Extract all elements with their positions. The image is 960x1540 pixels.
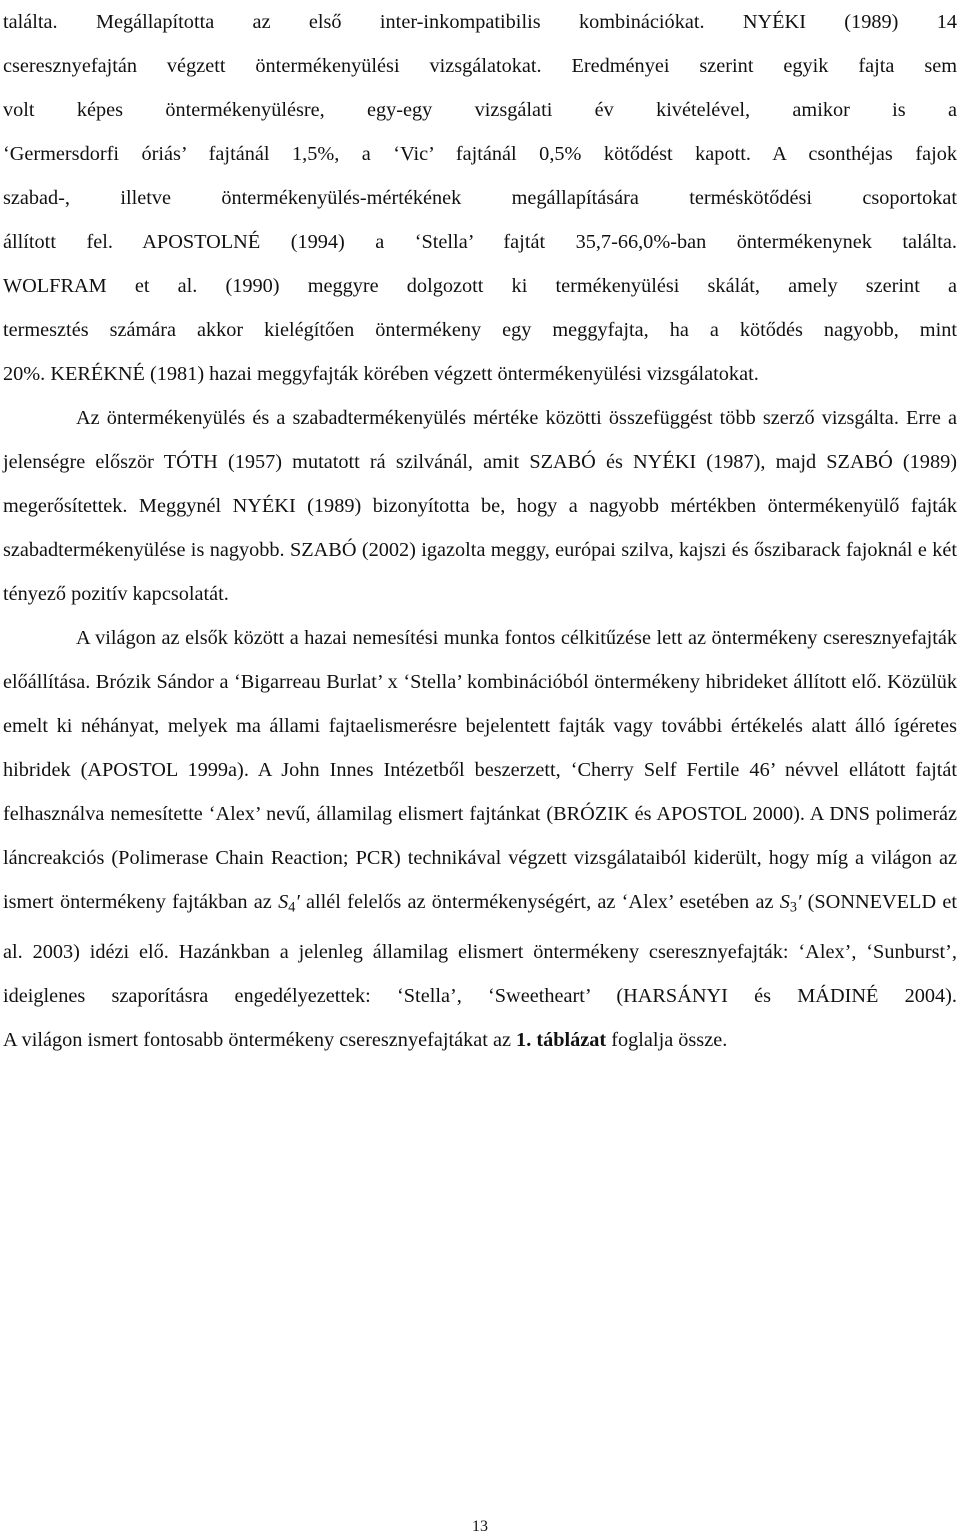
text-line: ‘Germersdorfi óriás’ fajtánál 1,5%, a ‘Vic’ fajtánál 0,5% kötődést kapott. A csonthéjas fajok (3, 143, 957, 165)
paragraph-3-part-1: A világon az elsők között a hazai nemesítési munka fontos célkitűzése lett az öntermékeny cseresznyefajták előállítása. Brózik Sándor a ‘Bigarreau Burlat’ x ‘Stella’ kombinációból öntermékeny hibrideket állított elő. Közülük emelt ki néhányat, melyek ma állami fajtaelismerésre bejelentett fajták vagy további értékelés alatt álló ígéretes hibridek (APOSTOL 1999a). A John Innes Intézetből beszerzett, ‘Cherry Self Fertile 46’ névvel ellátott fajtát felhasználva nemesítette ‘Alex’ nevű, államilag elismert fajtánkat (BRÓZIK és APOSTOL 2000). A DNS polimeráz láncreakciós (Polimerase Chain Reaction; PCR) technikával végzett vizsgálataiból kiderült, hogy míg a világon az ismert öntermékeny fajtákban az (3, 627, 957, 913)
text-line: szabad-, illetve öntermékenyülés-mértékének megállapítására terméskötődési csoportokat (3, 187, 957, 209)
table-reference: 1. táblázat (516, 1028, 607, 1051)
text-line: WOLFRAM et al. (1990) meggyre dolgozott ki termékenyülési skálát, amely szerint a (3, 275, 957, 297)
text-line: 20%. KERÉKNÉ (1981) hazai meggyfajták körében végzett öntermékenyülési vizsgálatokat. (3, 363, 759, 385)
paragraph-3-part-3: (SONNEVELD et al. 2003) idézi elő. Hazánkban a jelenleg államilag elismert öntermékeny cseresznyefajták: ‘Alex’, ‘Sunburst’, ideiglenes szaporításra engedélyezettek: ‘Stella’, ‘Sweetheart’ (HARSÁNYI és MÁDINÉ 2004). (3, 891, 957, 1007)
allele-s4: $S_4'$ (278, 891, 300, 916)
paragraph-2-text: Az öntermékenyülés és a szabadtermékenyülés mértéke közötti összefüggést több szerző vizsgálta. Erre a jelenségre először TÓTH (1957) mutatott rá szilvánál, amit SZABÓ és NYÉKI (1987), majd SZABÓ (1989) megerősítettek. Meggynél NYÉKI (1989) bizonyította be, hogy a nagyobb mértékben öntermékenyülő fajták szabadtermékenyülése is nagyobb. SZABÓ (2002) igazolta meggy, európai szilva, kajszi és őszibarack fajoknál e két tényező pozitív kapcsolatát. (3, 407, 957, 605)
paragraph-4: A világon ismert fontosabb öntermékeny cseresznyefajtákat az 1. táblázat foglalja össze. (3, 1028, 728, 1051)
paragraph-3-part-2: allél felelős az öntermékenységért, az ‘Alex’ esetében az (299, 891, 780, 913)
text-line: cseresznyefajtán végzett öntermékenyülési vizsgálatokat. Eredményei szerint egyik fajta sem (3, 55, 957, 77)
text-line: találta. Megállapította az első inter-inkompatibilis kombinációkat. NYÉKI (1989) 14 (3, 11, 957, 33)
text-line: termesztés számára akkor kielégítően öntermékeny egy meggyfajta, ha a kötődés nagyobb, mint (3, 319, 957, 341)
page-number: 13 (472, 1518, 488, 1535)
text-line: volt képes öntermékenyülésre, egy-egy vizsgálati év kivételével, amikor is a (3, 99, 957, 121)
paragraph-2 (3, 396, 957, 616)
paragraph-3 (3, 616, 957, 1018)
paragraph-1 (3, 0, 957, 396)
body-text (3, 0, 957, 1062)
allele-s3: $S_3'$ (779, 891, 802, 916)
text-line: állított fel. APOSTOLNÉ (1994) a ‘Stella’ fajtát 35,7-66,0%-ban öntermékenynek találta. (3, 231, 957, 253)
